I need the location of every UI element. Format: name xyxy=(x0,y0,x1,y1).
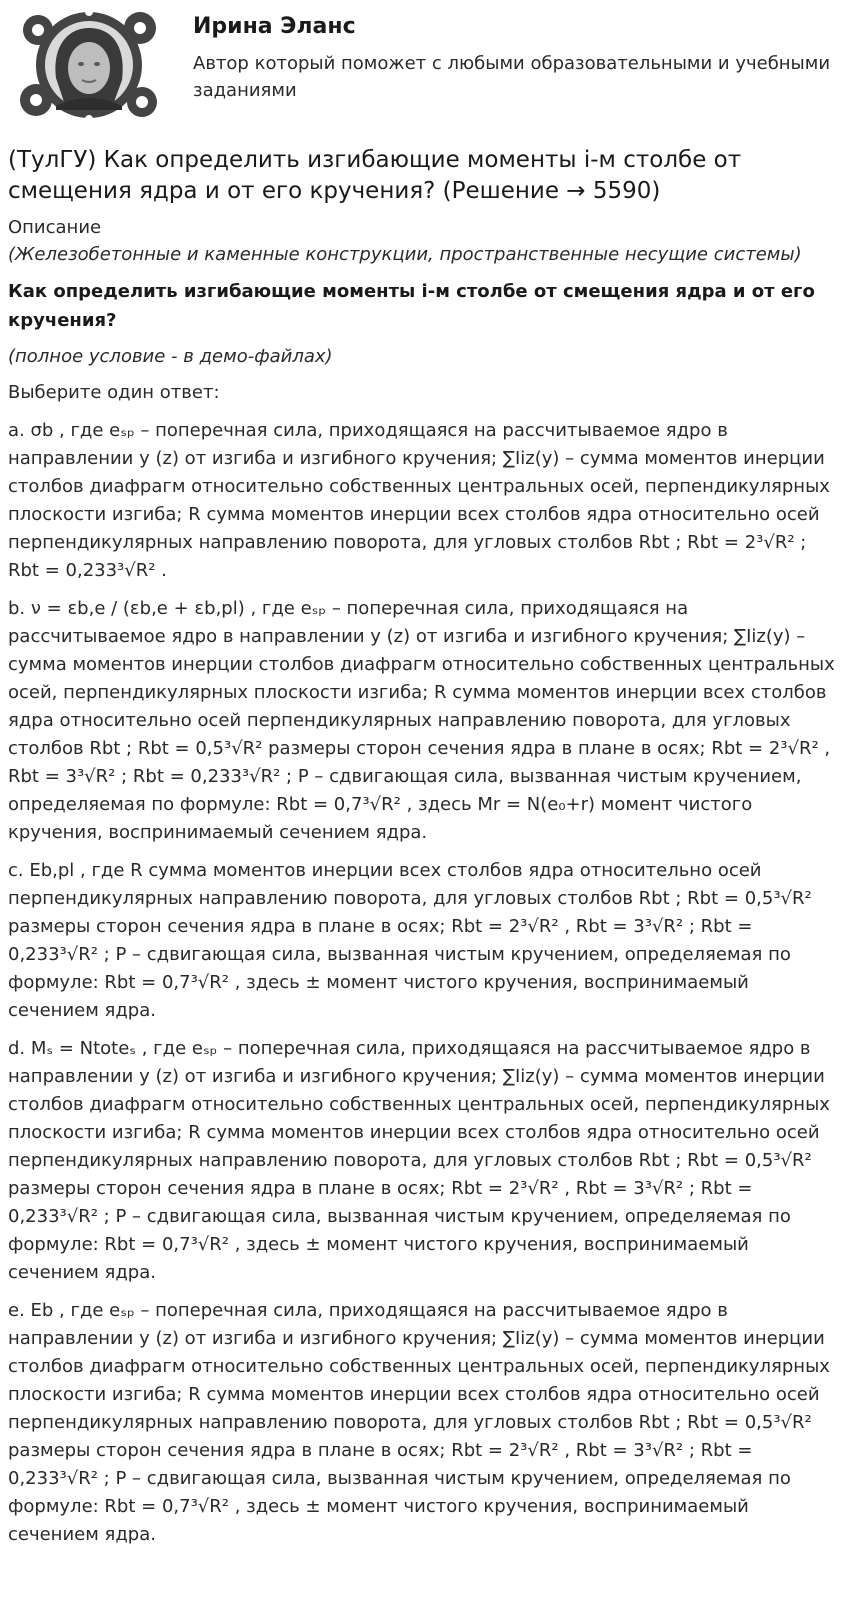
description-label: Описание xyxy=(8,217,102,238)
author-card xyxy=(8,0,839,128)
task-title: (ТулГУ) Как определить изгибающие моменты i-м столбе от смещения ядра и от его кручения? (Решение → 5590) xyxy=(8,147,742,204)
answer-option-d: d. Mₛ = Ntoteₛ , где eₛₚ – поперечная сила, приходящаяся на рассчитываемое ядро в направлении у (z) от изгиба и изгибного кручения; ∑Iiz(y) – сумма моментов инерции столбов диафрагм относительно собственных центральных осей, перпендикулярных плоскости изгиба; R сумма моментов инерции всех столбов ядра относительно осей перпендикулярных направлению поворота, для угловых столбов Rbt ; Rbt = 0,5³√R² размеры сторон сечения ядра в плане в осях; Rbt = 2³√R² , Rbt = 3³√R² ; Rbt = 0,233³√R² ; P – сдвигающая сила, вызванная чистым кручением, определяемая по формуле: Rbt = 0,7³√R² , здесь ± момент чистого кручения, воспринимаемый сечением ядра. xyxy=(8,1038,830,1283)
subject-text: (Железобетонные и каменные конструкции, пространственные несущие системы) xyxy=(8,244,802,265)
answer-option-b: b. ν = εb,e / (εb,e + εb,pl) , где eₛₚ – поперечная сила, приходящаяся на рассчитываемое ядро в направлении у (z) от изгиба и изгибного кручения; ∑Iiz(y) – сумма моментов инерции столбов диафрагм относительно собственных центральных осей, перпендикулярных плоскости изгиба; R сумма моментов инерции всех столбов ядра относительно осей перпендикулярных направлению поворота, для угловых столбов Rbt ; Rbt = 0,5³√R² размеры сторон сечения ядра в плане в осях; Rbt = 2³√R² , Rbt = 3³√R² ; Rbt = 0,233³√R² ; P – сдвигающая сила, вызванная чистым кручением, определяемая по формуле: Rbt = 0,7³√R² , здесь Mr = N(e₀+r) момент чистого кручения, воспринимаемый сечением ядра. xyxy=(8,598,835,843)
author-name[interactable]: Ирина Эланс xyxy=(193,14,356,39)
note-text: (полное условие - в демо-файлах) xyxy=(8,346,333,367)
answer-prompt: Выберите один ответ: xyxy=(8,382,220,403)
answer-option-c: c. Eb,pl , где R сумма моментов инерции всех столбов ядра относительно осей перпендикулярных направлению поворота, для угловых столбов Rbt ; Rbt = 0,5³√R² размеры сторон сечения ядра в плане в осях; Rbt = 2³√R² , Rbt = 3³√R² ; Rbt = 0,233³√R² ; P – сдвигающая сила, вызванная чистым кручением, определяемая по формуле: Rbt = 0,7³√R² , здесь ± момент чистого кручения, воспринимаемый сечением ядра. xyxy=(8,860,812,1021)
answer-option-a: a. σb , где eₛₚ – поперечная сила, приходящаяся на рассчитываемое ядро в направлении у (z) от изгиба и изгибного кручения; ∑Iiz(y) – сумма моментов инерции столбов диафрагм относительно собственных центральных осей, перпендикулярных плоскости изгиба; R сумма моментов инерции всех столбов ядра относительно осей перпендикулярных направлению поворота, для угловых столбов Rbt ; Rbt = 2³√R² ; Rbt = 0,233³√R² . xyxy=(8,420,830,581)
author-avatar[interactable] xyxy=(16,6,162,124)
task-content xyxy=(8,145,839,1549)
question-text: Как определить изгибающие моменты i-м столбе от смещения ядра и от его кручения? xyxy=(8,281,815,331)
answer-option-e: e. Eb , где eₛₚ – поперечная сила, приходящаяся на рассчитываемое ядро в направлении у (z) от изгиба и изгибного кручения; ∑Iiz(y) – сумма моментов инерции столбов диафрагм относительно собственных центральных осей, перпендикулярных плоскости изгиба; R сумма моментов инерции всех столбов ядра относительно осей перпендикулярных направлению поворота, для угловых столбов Rbt ; Rbt = 0,5³√R² размеры сторон сечения ядра в плане в осях; Rbt = 2³√R² , Rbt = 3³√R² ; Rbt = 0,233³√R² ; P – сдвигающая сила, вызванная чистым кручением, определяемая по формуле: Rbt = 0,7³√R² , здесь ± момент чистого кручения, воспринимаемый сечением ядра. xyxy=(8,1300,830,1545)
author-description: Автор который поможет с любыми образовательными и учебными заданиями xyxy=(193,53,831,101)
